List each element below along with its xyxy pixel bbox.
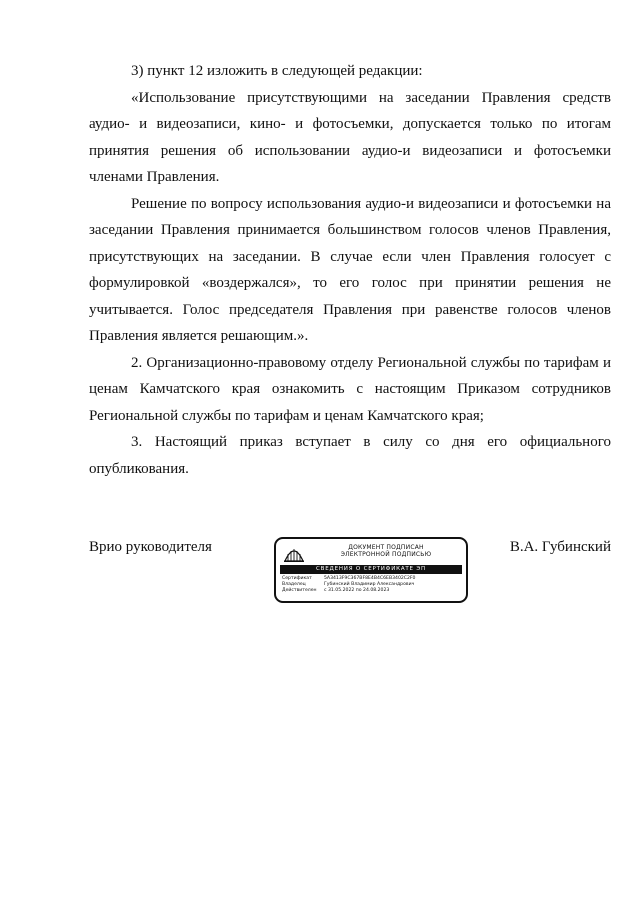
stamp-row-label: Сертификат	[282, 576, 312, 581]
coat-of-arms-icon	[283, 543, 305, 563]
signature-block	[89, 537, 611, 607]
paragraph-decision: Решение по вопросу использования аудио-и видеозаписи и фотосъемки на заседании Правления принимается большинством голосов членов Правления, присутствующих на заседании. В случае если член Правления голосует с формулировкой «воздержался», то его голос при принятии решения не учитывается. Голос председателя Правления при равенстве голосов членов Правления является решающим.».	[89, 195, 611, 344]
stamp-row-value: Губинский Владимир Александрович	[324, 582, 415, 588]
signatory-position: Врио руководителя	[89, 539, 212, 555]
stamp-title-line1: ДОКУМЕНТ ПОДПИСАН	[348, 544, 424, 551]
stamp-row-value: 5A3413F9C367BF8E4B4C6EB3402C2F0	[324, 576, 416, 581]
stamp-title-line2: ЭЛЕКТРОННОЙ ПОДПИСЬЮ	[340, 551, 432, 558]
stamp-certificate-details	[282, 576, 464, 595]
stamp-row-label: Владелец	[282, 582, 306, 588]
paragraph-quote-usage: «Использование присутствующими на заседании Правления средств аудио- и видеозаписи, кино- и фотосъемки, допускается только по итогам принятия решения об использовании аудио-и видеозаписи и фотосъемки членами Правления.	[89, 89, 611, 185]
paragraph-item-3: 3) пункт 12 изложить в следующей редакции:	[131, 63, 423, 79]
stamp-row-value: с 31.05.2022 по 24.08.2023	[324, 588, 390, 594]
stamp-row-valid	[282, 588, 464, 594]
stamp-title	[310, 544, 462, 558]
document-body	[89, 58, 611, 482]
signatory-name: В.А. Губинский	[509, 539, 611, 555]
stamp-row-label: Действителен	[282, 588, 317, 594]
electronic-signature-stamp	[274, 537, 468, 603]
paragraph-point-2: 2. Организационно-правовому отделу Региональной службы по тарифам и ценам Камчатского края ознакомить с настоящим Приказом сотрудников Региональной службы по тарифам и ценам Камчатского края;	[89, 354, 611, 424]
stamp-certificate-header: СВЕДЕНИЯ О СЕРТИФИКАТЕ ЭП	[280, 565, 462, 574]
paragraph-point-3: 3. Настоящий приказ вступает в силу со дня его официального опубликования.	[89, 434, 611, 477]
